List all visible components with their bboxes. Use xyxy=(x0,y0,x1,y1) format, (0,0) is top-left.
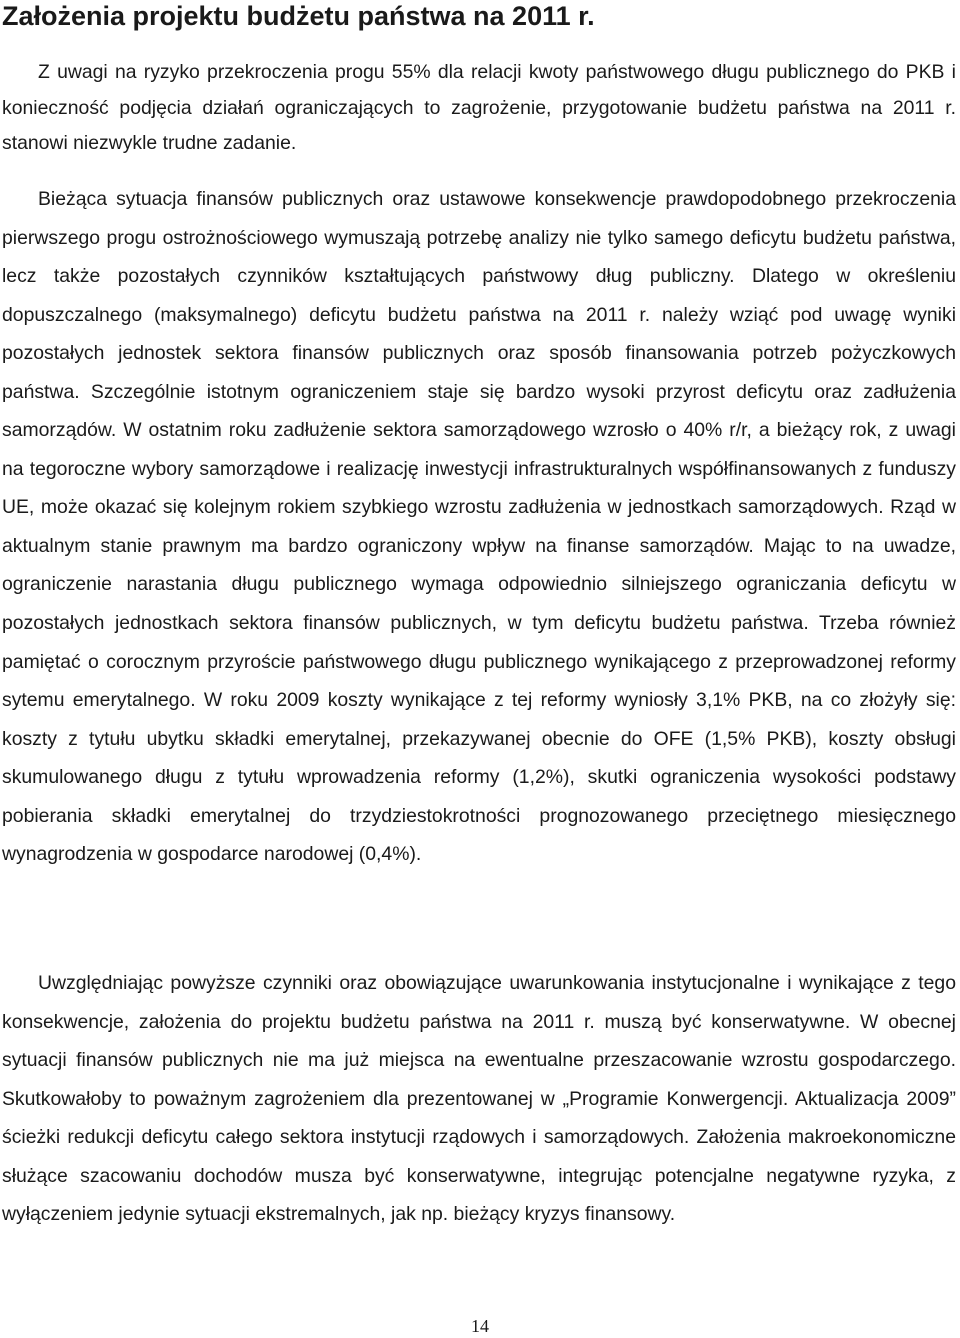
document-title: Założenia projektu budżetu państwa na 2011 r. xyxy=(2,1,595,31)
paragraph: Uwzględniając powyższe czynniki oraz obowiązujące uwarunkowania instytucjonalne i wynikające z tego konsekwencje, założenia do projektu budżetu państwa na 2011 r. muszą być konserwatywne. W obecnej sytuacji finansów publicznych nie ma już miejsca na ewentualne przeszacowanie wzrostu gospodarczego. Skutkowałoby to poważnym zagrożeniem dla prezentowanej w „Programie Konwergencji. Aktualizacja 2009” ścieżki redukcji deficytu całego sektora instytucji rządowych i samorządowych. Założenia makroekonomiczne służące szacowaniu dochodów musza być konserwatywne, integrując potencjalne negatywne ryzyka, z wyłączeniem jedynie sytuacji ekstremalnych, jak np. bieżący kryzys finansowy. xyxy=(2,972,956,1226)
paragraph: Bieżąca sytuacja finansów publicznych oraz ustawowe konsekwencje prawdopodobnego przekroczenia pierwszego progu ostrożnościowego wymuszają potrzebę analizy nie tylko samego deficytu budżetu państwa, lecz także pozostałych czynników kształtujących państwowy dług publiczny. Dlatego w określeniu dopuszczalnego (maksymalnego) deficytu budżetu państwa na 2011 r. należy wziąć pod uwagę wyniki pozostałych jednostek sektora finansów publicznych oraz sposób finansowania potrzeb pożyczkowych państwa. Szczególnie istotnym ograniczeniem staje się bardzo wysoki przyrost deficytu oraz zadłużenia samorządów. W ostatnim roku zadłużenie sektora samorządowego wzrosło o 40% r/r, a bieżący rok, z uwagi na tegoroczne wybory samorządowe i realizację inwestycji infrastrukturalnych współfinansowanych z funduszy UE, może okazać się kolejnym rokiem szybkiego wzrostu zadłużenia w jednostkach samorządowych. Rząd w aktualnym stanie prawnym ma bardzo ograniczony wpływ na finanse samorządów. Mając to na uwadze, ograniczenie narastania długu publicznego wymaga odpowiednio silniejszego ograniczania deficytu w pozostałych jednostkach sektora finansów publicznych, w tym deficytu budżetu państwa. Trzeba również pamiętać o corocznym przyroście państwowego długu publicznego wynikającego z przeprowadzonej reformy sytemu emerytalnego. W roku 2009 koszty wynikające z tej reformy wyniosły 3,1% PKB, na co złożyły się: koszty z tytułu ubytku składki emerytalnej, przekazywanej obecnie do OFE (1,5% PKB), koszty obsługi skumulowanego długu z tytułu wprowadzenia reformy (1,2%), skutki ograniczenia wysokości podstawy pobierania składki emerytalnej do trzydziestokrotności prognozowanego przeciętnego miesięcznego wynagrodzenia w gospodarce narodowej (0,4%). xyxy=(2,188,956,866)
page-number: 14 xyxy=(471,1316,489,1336)
paragraph: Z uwagi na ryzyko przekroczenia progu 55% dla relacji kwoty państwowego długu publicznego do PKB i konieczność podjęcia działań ograniczających to zagrożenie, przygotowanie budżetu państwa na 2011 r. stanowi niezwykle trudne zadanie. xyxy=(2,61,956,154)
